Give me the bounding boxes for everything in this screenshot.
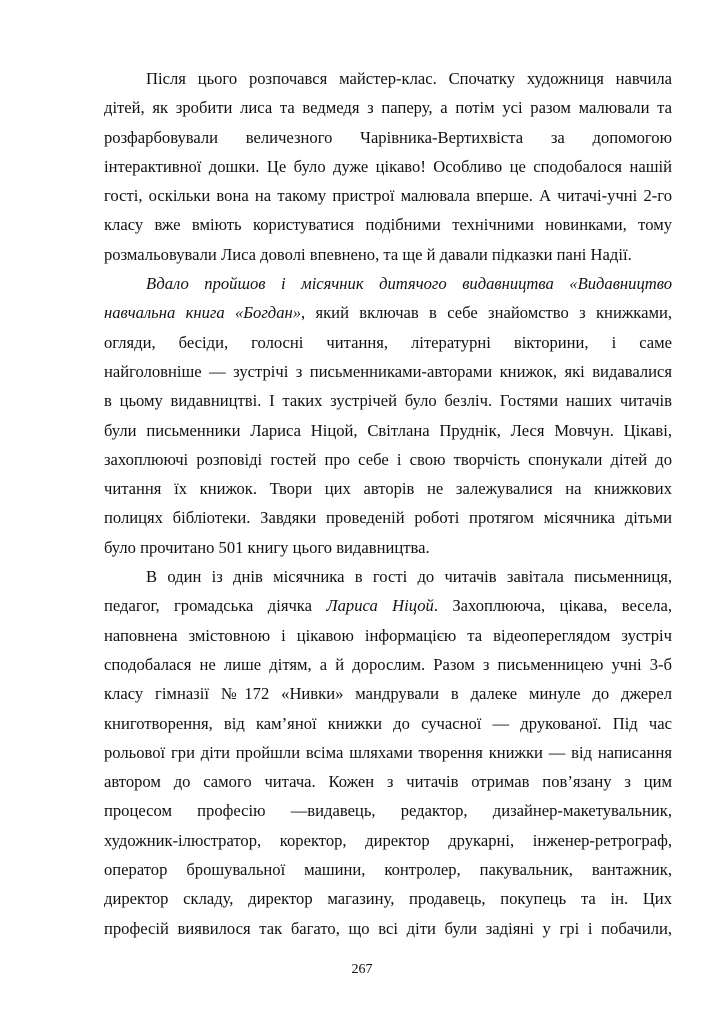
text-line (104, 416, 672, 445)
page-number: 267 (351, 962, 373, 977)
text-segment: класу гімназії №172 «Нивки» мандрували в далеке минуле до джерел (104, 684, 672, 704)
text-segment: педагог, громадська діячка (104, 596, 327, 616)
text-segment: книготворення, від кам’яної книжки до сучасної — друкованої. Під час (104, 713, 672, 733)
body-text (104, 64, 672, 943)
text-line (104, 474, 672, 503)
text-line (104, 709, 672, 738)
text-line (104, 884, 672, 913)
text-segment: гості, оскільки вона на такому пристрої малювала вперше. А читачі-учні 2-го (104, 186, 672, 206)
text-segment: . Захоплююча, цікава, весела, (433, 596, 672, 616)
text-line (104, 591, 672, 620)
italic-text: навчальна книга «Богдан» (104, 303, 302, 323)
paragraph-publisher-month (104, 269, 672, 562)
text-segment: автором до самого читача. Кожен з читачів отримав пов’язану з цим (104, 772, 672, 792)
italic-text: Вдало пройшов і місячник дитячого видавництва «Видавництво (146, 274, 672, 294)
text-line (104, 445, 672, 474)
text-segment: сподобалася не лише дітям, а й дорослим. Разом з письменницею учні 3-б (104, 654, 672, 674)
text-line (104, 621, 672, 650)
text-segment: В один із днів місячника в гості до читачів завітала письменниця, (146, 567, 672, 587)
text-segment: в цьому видавництві. І таких зустрічей було безліч. Гостями наших читачів (104, 391, 672, 411)
text-line (104, 562, 672, 591)
text-line (104, 210, 672, 239)
text-segment: полицях бібліотеки. Завдяки проведеній роботі протягом місячника дітьми (104, 508, 672, 528)
text-segment: Після цього розпочався майстер-клас. Спочатку художниця навчила (146, 69, 672, 88)
text-segment: захоплюючі розповіді гостей про себе і свою творчість спонукали дітей до (104, 449, 672, 469)
italic-text: Лариса Ніцой (326, 596, 434, 616)
text-segment: розмальовували Лиса доволі впевнено, та ще й давали підказки пані Надії. (104, 244, 632, 264)
text-segment: розфарбовували величезного Чарівника-Вертихвіста за допомогою (104, 127, 672, 147)
paragraph-writer-visit (104, 562, 672, 943)
paragraph-masterclass (104, 64, 672, 269)
text-line (104, 269, 672, 298)
text-line (104, 767, 672, 796)
text-segment: професій виявилося так багато, що всі діти були задіяні у грі і побачили, (104, 918, 672, 938)
text-segment: директор складу, директор магазину, продавець, покупець та ін. Цих (104, 889, 672, 909)
text-line (104, 533, 672, 562)
text-line (104, 738, 672, 767)
text-segment: класу вже вміють користуватися подібними технічними новинками, тому (104, 215, 672, 235)
text-line (104, 855, 672, 884)
text-segment: наповнена змістовною і цікавою інформацією та відеопереглядом зустріч (104, 625, 672, 645)
text-line (104, 679, 672, 708)
text-line (104, 240, 672, 269)
text-segment: процесом професію —видавець, редактор, дизайнер-макетувальник, (104, 801, 672, 821)
text-line (104, 64, 672, 93)
text-segment: огляди, бесіди, голосні читання, літературні вікторини, і саме (104, 332, 672, 352)
text-segment: найголовніше — зустрічі з письменниками-авторами книжок, які видавалися (104, 361, 672, 381)
text-segment: дітей, як зробити лиса та ведмедя з паперу, а потім усі разом малювали та (104, 98, 672, 118)
text-line (104, 357, 672, 386)
text-line (104, 650, 672, 679)
text-segment: художник-ілюстратор, коректор, директор друкарні, інженер-ретрограф, (104, 830, 672, 850)
text-segment: рольової гри діти пройшли всіма шляхами творення книжки — від написання (104, 742, 672, 762)
text-line (104, 914, 672, 943)
text-segment: , який включав в себе знайомство з книжками, (301, 303, 672, 323)
text-line (104, 123, 672, 152)
text-line (104, 152, 672, 181)
text-line (104, 796, 672, 825)
text-segment: було прочитано 501 книгу цього видавництва. (104, 537, 430, 557)
text-line (104, 93, 672, 122)
text-segment: читання їх книжок. Твори цих авторів не залежувалися на книжкових (104, 479, 672, 499)
text-line (104, 328, 672, 357)
text-segment: інтерактивної дошки. Це було дуже цікаво! Особливо це сподобалося нашій (104, 156, 672, 176)
text-segment: оператор брошувальної машини, контролер, пакувальник, вантажник, (104, 860, 672, 880)
text-line (104, 298, 672, 327)
text-line (104, 826, 672, 855)
text-line (104, 386, 672, 415)
text-line (104, 181, 672, 210)
text-segment: були письменники Лариса Ніцой, Світлана Пруднік, Леся Мовчун. Цікаві, (104, 420, 672, 440)
text-line (104, 503, 672, 532)
